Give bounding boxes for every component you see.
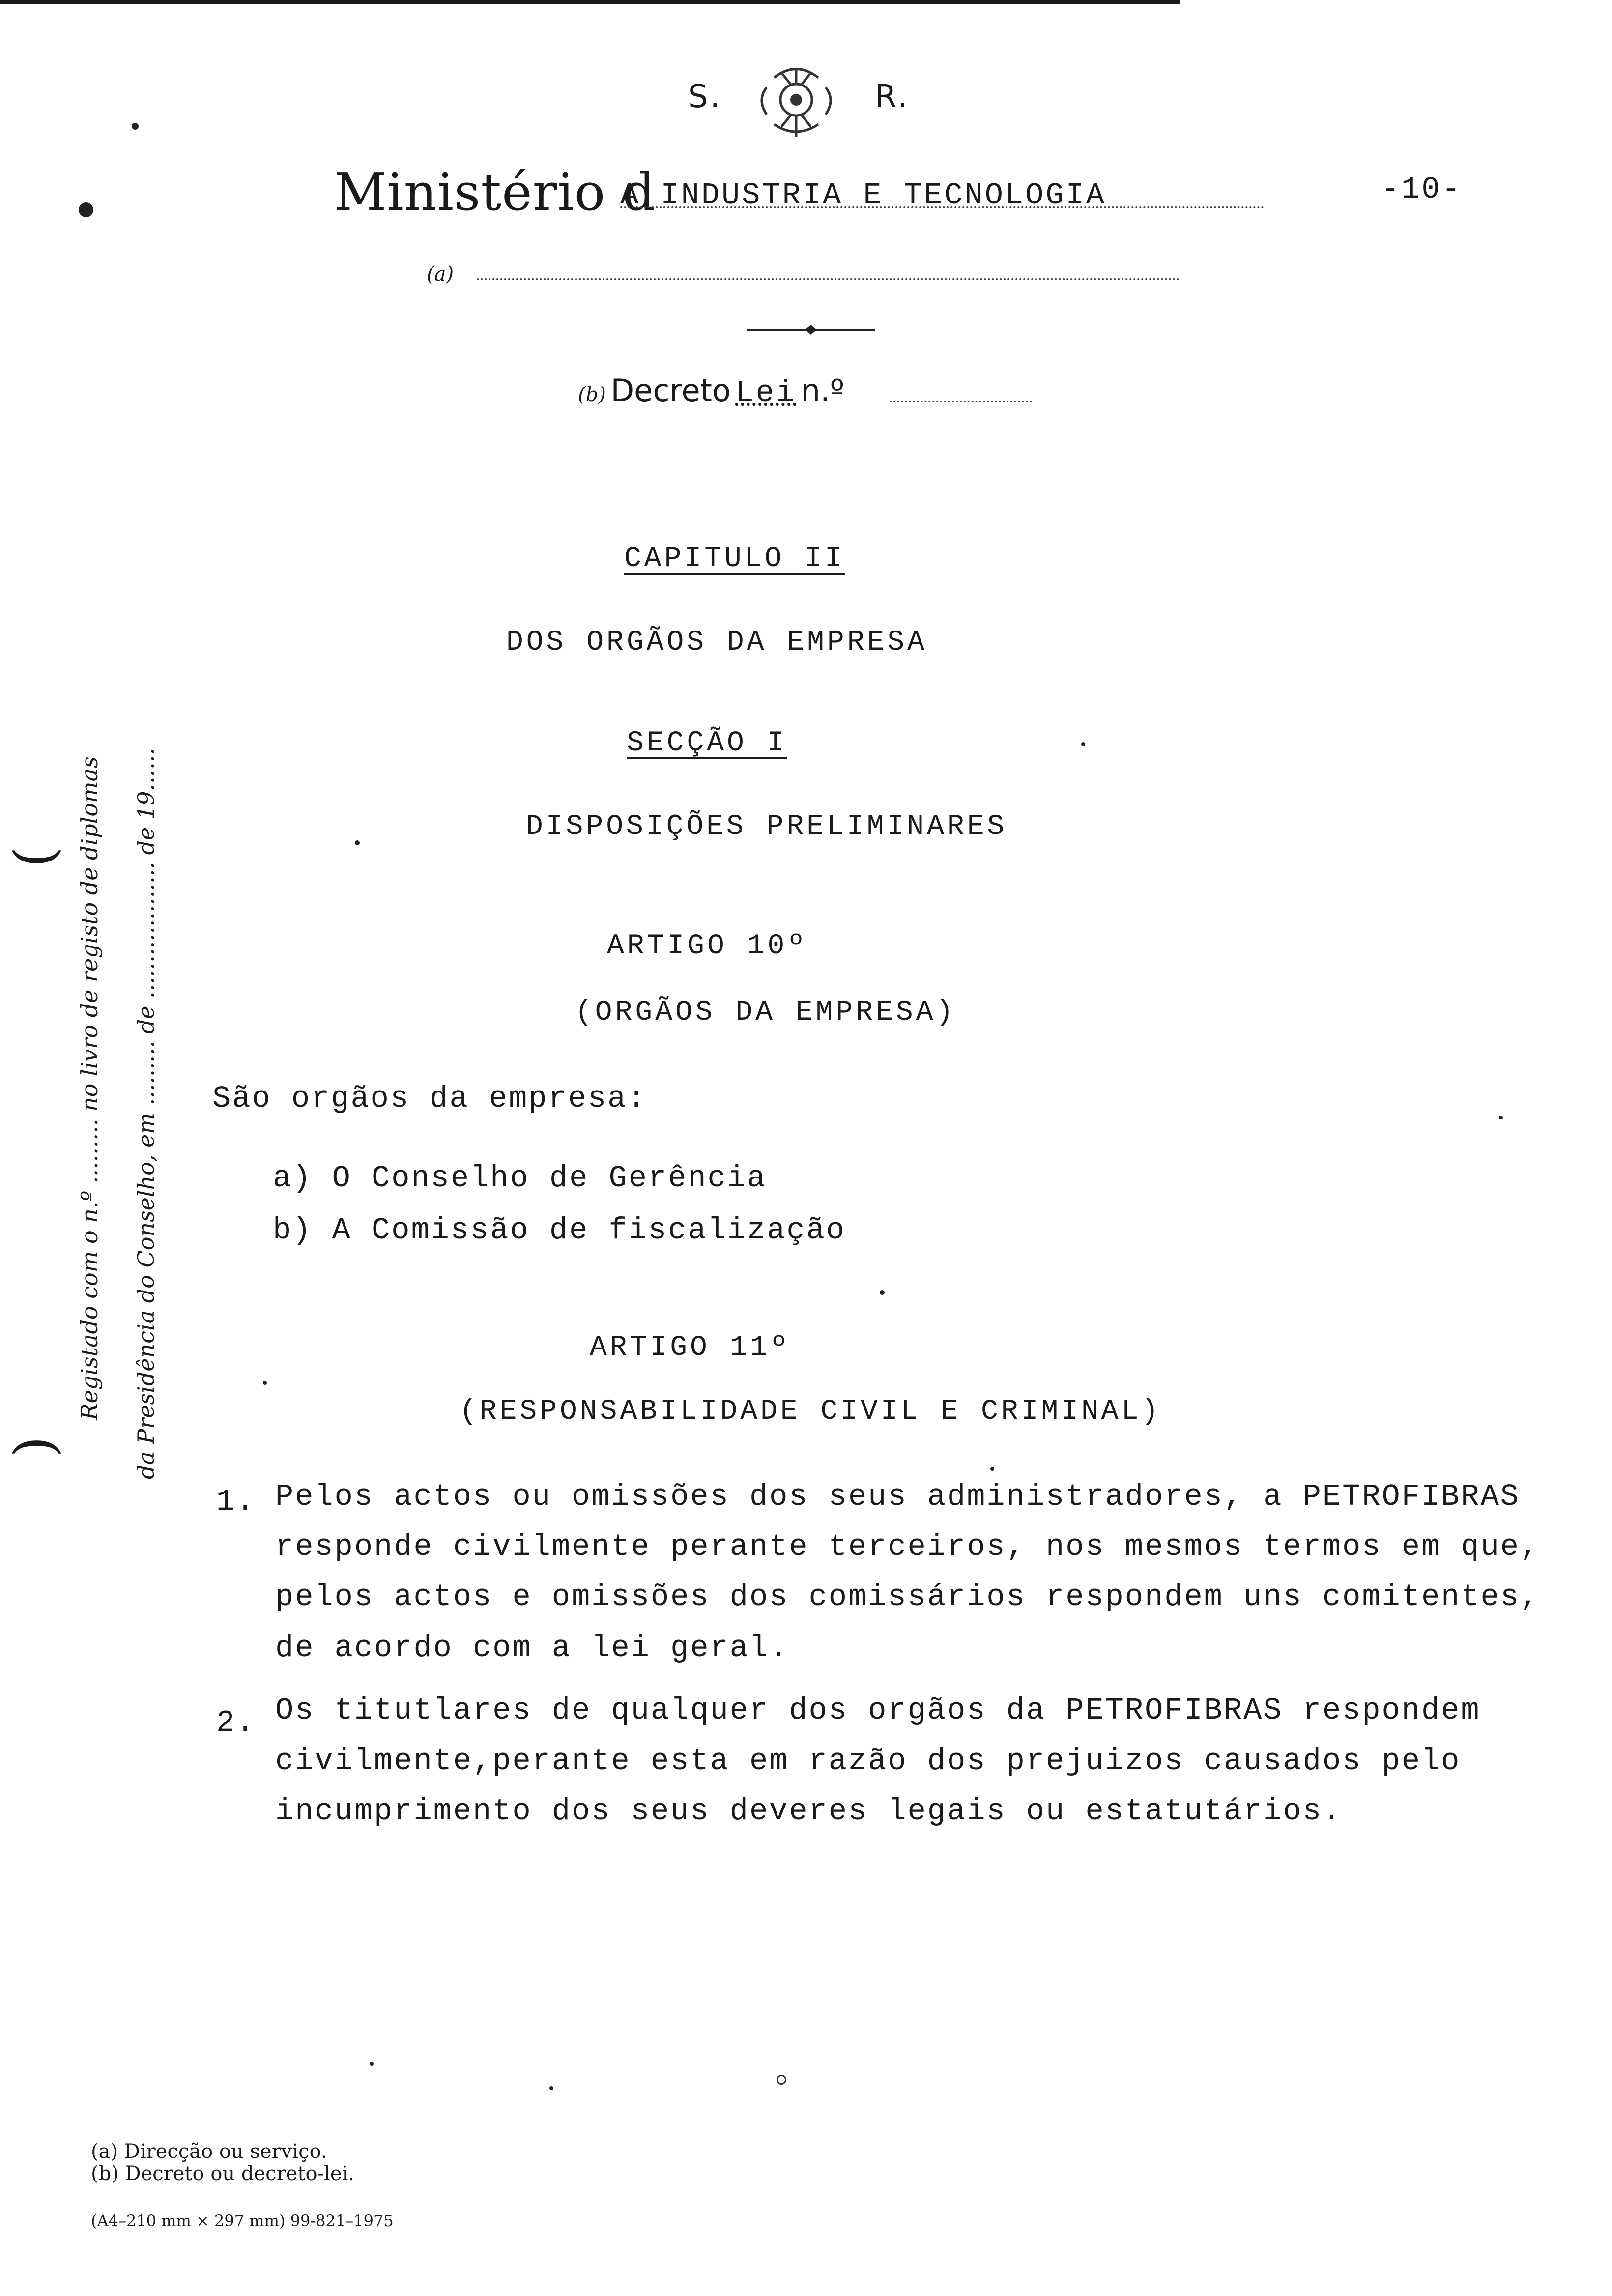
margin-registration-line: Registado com o n.º ......... no livro de registo de diplomas [76,756,103,1420]
margin-paren-bottom: ) [2,1436,66,1458]
paragraph-1-line: pelos actos e omissões dos comissários respondem uns comitentes, [275,1579,1540,1614]
coat-of-arms-icon [747,58,845,142]
scan-speck [990,1467,994,1471]
form-reference: (A4–210 mm × 297 mm) 99-821–1975 [91,2211,394,2230]
article-10-intro: São orgãos da empresa: [212,1081,647,1116]
scan-speck [1081,742,1085,746]
article-10-title: ARTIGO 10º [607,930,808,962]
paragraph-2-line: incumprimento dos seus deveres legais ou estatutários. [275,1794,1343,1829]
article-11-title: ARTIGO 11º [590,1332,791,1364]
footnote-a: (a) Direcção ou serviço. [91,2140,327,2163]
decree-b-label: (b) [578,383,606,406]
decree-type: Lei [735,375,797,410]
margin-presidency-line: da Presidência do Conselho, em ......... de ................... de 19...... [133,747,159,1479]
article-10-subtitle: (ORGÃOS DA EMPRESA) [575,997,956,1029]
paragraph-1-line: Pelos actos ou omissões dos seus administradores, a PETROFIBRAS [275,1479,1520,1514]
footnote-b: (b) Decreto ou decreto-lei. [91,2162,355,2185]
ministry-dotted-line [620,206,1264,208]
paragraph-2-line: civilmente,perante esta em razão dos prejuizos causados pelo [275,1744,1461,1779]
scan-ring [777,2075,786,2085]
decree-number-label: n.º [801,373,844,408]
page-number: -10- [1381,172,1462,207]
margin-paren-top: ( [2,846,66,868]
article-10-item-a: a) O Conselho de Gerência [273,1161,767,1196]
ministry-name: A INDUSTRIA E TECNOLOGIA [620,178,1106,213]
article-10-item-b: b) A Comissão de fiscalização [273,1213,846,1248]
ornamental-divider [747,322,875,337]
decree-label: Decreto [610,373,731,408]
letterhead-s: S. [688,79,722,115]
ministry-label: Ministério d [334,162,656,222]
field-a-dotted-line [477,278,1180,280]
chapter-title: CAPITULO II [624,543,845,575]
scan-speck [263,1381,267,1385]
paragraph-1-line: responde civilmente perante terceiros, nos mesmos termos em que, [275,1529,1540,1564]
scan-speck [370,2062,374,2066]
field-a-label: (a) [427,263,454,286]
paragraph-1-number: 1. [216,1484,256,1519]
paragraph-2-line: Os titutlares de qualquer dos orgãos da PETROFIBRAS respondem [275,1693,1481,1728]
decree-dotted-line [890,401,1032,402]
chapter-subtitle: DOS ORGÃOS DA EMPRESA [506,627,927,659]
paragraph-2-number: 2. [216,1705,256,1740]
top-edge-rule [0,0,1180,4]
scan-speck [1499,1116,1503,1119]
scan-speck [79,202,93,217]
scan-speck [132,123,139,130]
scan-speck [355,840,360,845]
letterhead-r: R. [875,79,910,115]
article-11-subtitle: (RESPONSABILIDADE CIVIL E CRIMINAL) [460,1396,1162,1428]
section-subtitle: DISPOSIÇÕES PRELIMINARES [526,811,1008,843]
scan-speck [880,1290,885,1295]
paragraph-1-line: de acordo com a lei geral. [275,1631,789,1665]
section-title: SECÇÃO I [627,727,787,759]
scan-speck [549,2086,553,2090]
